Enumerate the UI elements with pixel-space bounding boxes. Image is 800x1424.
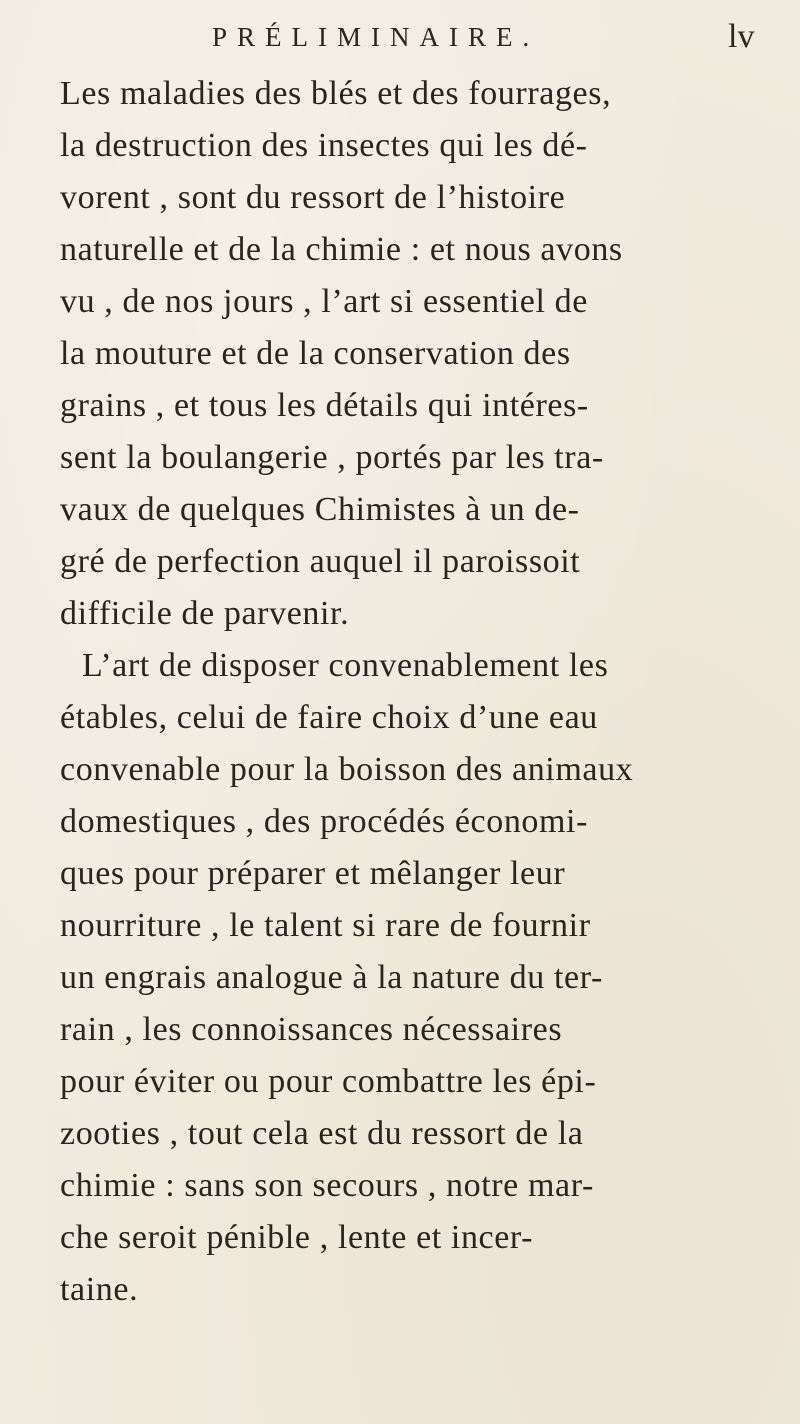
text-line: nourriture , le talent si rare de fournir: [60, 907, 591, 944]
text-line: grains , et tous les détails qui intéres-: [60, 387, 589, 424]
text-line: rain , les connoissances nécessaires: [60, 1011, 563, 1048]
text-line: naturelle et de la chimie : et nous avons: [60, 231, 623, 268]
running-head: [0, 18, 800, 58]
text-line: taine.: [60, 1271, 139, 1308]
text-line: gré de perfection auquel il paroissoit: [60, 543, 581, 580]
text-line: convenable pour la boisson des animaux: [60, 751, 634, 788]
text-line: domestiques , des procédés économi-: [60, 803, 589, 840]
text-line: la destruction des insectes qui les dé-: [60, 127, 588, 164]
running-title: PRÉLIMINAIRE.: [212, 22, 540, 52]
text-line: ques pour préparer et mêlanger leur: [60, 855, 566, 892]
text-line: étables, celui de faire choix d’une eau: [60, 699, 598, 736]
text-line: chimie : sans son secours , notre mar-: [60, 1167, 594, 1204]
body-text: [60, 68, 760, 1316]
text-line: che seroit pénible , lente et incer-: [60, 1219, 534, 1256]
page-number: lv: [728, 18, 755, 55]
text-line: vaux de quelques Chimistes à un de-: [60, 491, 580, 528]
text-line: vorent , sont du ressort de l’histoire: [60, 179, 566, 216]
text-line: un engrais analogue à la nature du ter-: [60, 959, 603, 996]
text-line: la mouture et de la conservation des: [60, 335, 571, 372]
text-line: Les maladies des blés et des fourrages,: [60, 75, 612, 112]
text-line: sent la boulangerie , portés par les tra-: [60, 439, 604, 476]
paragraph-start-line: L’art de disposer convenablement les: [82, 647, 609, 684]
text-line: vu , de nos jours , l’art si essentiel de: [60, 283, 588, 320]
text-line: difficile de parvenir.: [60, 595, 350, 632]
text-line: zooties , tout cela est du ressort de la: [60, 1115, 584, 1152]
text-line: pour éviter ou pour combattre les épi-: [60, 1063, 597, 1100]
